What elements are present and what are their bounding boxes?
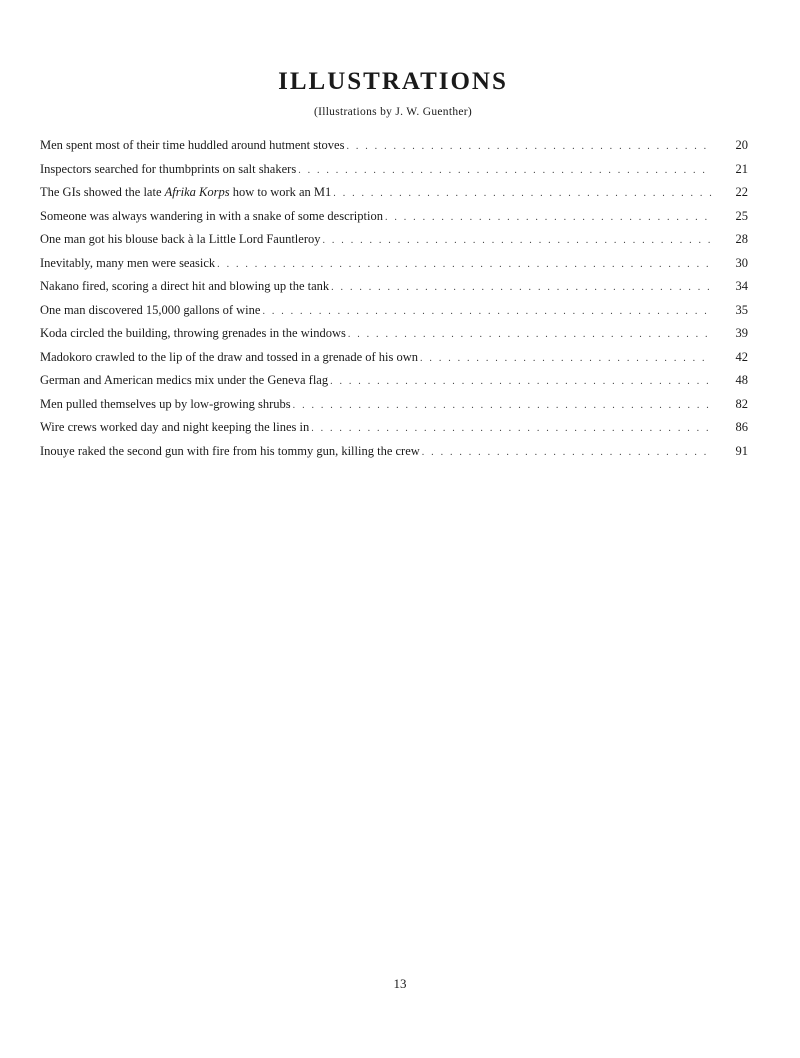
list-item	[40, 134, 748, 158]
entry-page-number: 34	[735, 279, 748, 293]
dot-leader	[333, 182, 712, 206]
entry-caption: German and American medics mix under the Geneva flag	[40, 373, 329, 387]
page-title: ILLUSTRATIONS	[278, 68, 508, 95]
list-item	[40, 322, 748, 346]
dot-leader	[420, 347, 712, 371]
entry-caption: Wire crews worked day and night keeping the lines in	[40, 420, 310, 434]
entry-page-number: 28	[735, 232, 748, 246]
dot-leader	[346, 135, 712, 159]
list-item	[40, 440, 748, 464]
entry-page-number: 42	[735, 349, 748, 364]
entry-caption: Nakano fired, scoring a direct hit and blowing up the tank	[40, 279, 330, 293]
entry-page-number: 22	[735, 185, 748, 199]
list-item	[40, 205, 748, 229]
dot-leader	[331, 276, 712, 300]
entry-caption: One man discovered 15,000 gallons of wine	[40, 302, 261, 317]
entry-caption: Inspectors searched for thumbprints on salt shakers	[40, 161, 297, 176]
list-item	[40, 158, 748, 182]
page-subtitle: (Illustrations by J. W. Guenther)	[313, 106, 473, 118]
dot-leader	[385, 206, 712, 230]
entry-page-number: 39	[735, 326, 748, 340]
dot-leader	[323, 229, 713, 253]
list-item	[40, 416, 748, 440]
entry-page-number: 91	[735, 443, 748, 458]
dot-leader	[348, 323, 712, 347]
entry-caption: Men spent most of their time huddled around hutment stoves	[40, 138, 345, 152]
entry-caption: One man got his blouse back à la Little Lord Fauntleroy	[40, 232, 321, 246]
entry-page-number: 30	[735, 255, 748, 270]
entry-caption: The GIs showed the late Afrika Korps how to work an M1	[40, 185, 332, 199]
entry-caption: Inevitably, many men were seasick	[40, 255, 216, 270]
list-item	[40, 346, 748, 370]
dot-leader	[330, 370, 712, 394]
entry-page-number: 20	[735, 138, 748, 152]
entry-page-number: 35	[735, 302, 748, 317]
dot-leader	[298, 159, 712, 183]
dot-leader	[422, 441, 712, 465]
list-item	[40, 393, 748, 417]
entry-caption: Men pulled themselves up by low-growing shrubs	[40, 396, 291, 411]
entry-caption: Koda circled the building, throwing grenades in the windows	[40, 326, 346, 340]
entry-caption: Inouye raked the second gun with fire from his tommy gun, killing the crew	[40, 443, 420, 458]
entry-caption: Madokoro crawled to the lip of the draw and tossed in a grenade of his own	[40, 349, 419, 364]
list-item	[40, 252, 748, 276]
list-item	[40, 275, 748, 299]
dot-leader	[217, 253, 712, 277]
entry-page-number: 25	[735, 208, 748, 223]
entry-page-number: 86	[735, 420, 748, 434]
entry-page-number: 82	[735, 396, 748, 411]
entry-page-number: 48	[735, 373, 748, 387]
list-item	[40, 181, 748, 205]
dot-leader	[311, 417, 712, 441]
dot-leader	[293, 394, 712, 418]
list-item	[40, 228, 748, 252]
illustrations-list	[40, 134, 748, 463]
page-number: 13	[393, 976, 407, 991]
entry-page-number: 21	[735, 161, 748, 176]
list-item	[40, 299, 748, 323]
dot-leader	[262, 300, 712, 324]
list-item	[40, 369, 748, 393]
entry-caption: Someone was always wandering in with a snake of some description	[40, 208, 383, 223]
